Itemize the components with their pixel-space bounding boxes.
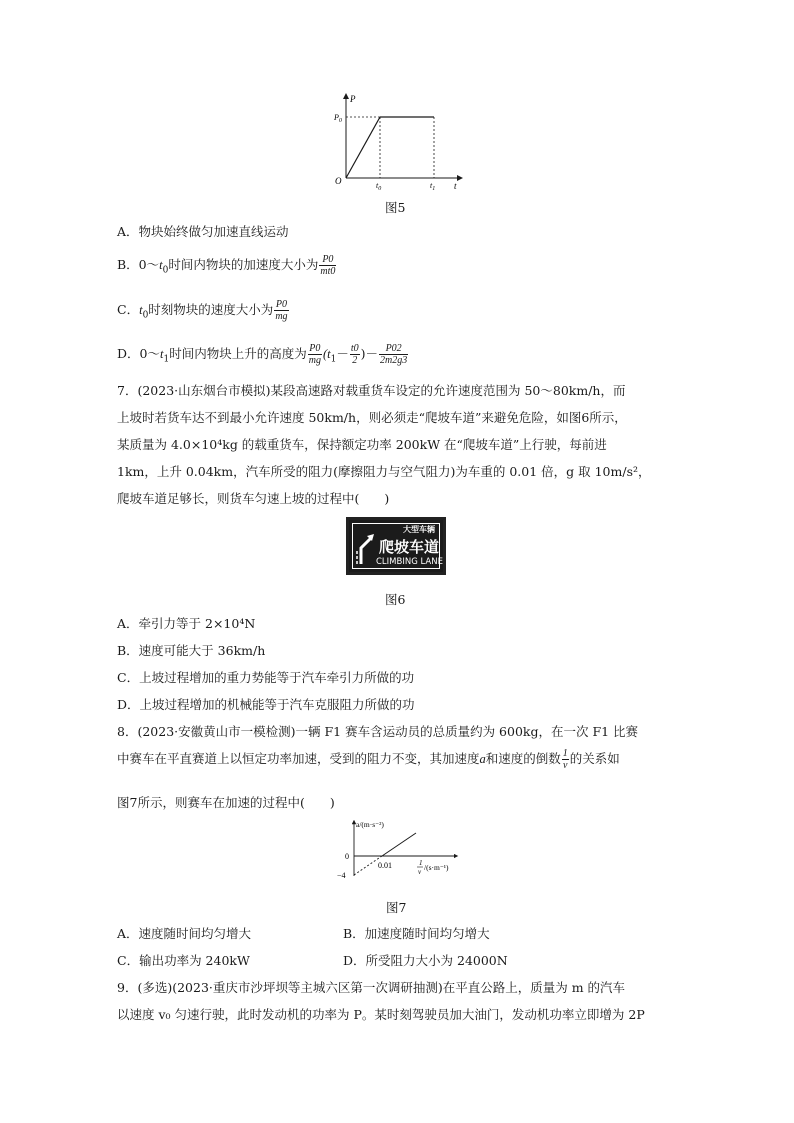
- x-den: v: [418, 868, 422, 876]
- q6-option-c: C．$t_0$时刻物块的速度大小为 $\frac{P0}{mg}$: [117, 299, 288, 322]
- q7-option-c: C．上坡过程增加的重力势能等于汽车牵引力所做的功: [117, 670, 415, 685]
- t1-label: $t_1$: [430, 181, 436, 192]
- q6-option-a: A．物块始终做匀加速直线运动: [117, 224, 289, 239]
- q8-option-b: B．加速度随时间均匀增大: [343, 926, 490, 941]
- zero-label: 0: [345, 852, 349, 861]
- tick-label: 0.01: [378, 861, 392, 870]
- q6-option-d: D．$0\sim t_1$时间内物块上升的高度为 $\frac{P0}{mg}$ ($t_1-$ $\frac{t0}{2}$ )－ $\frac{P02}{2m2g3}$: [117, 343, 408, 366]
- q7-line-2: 上坡时若货车达不到最小允许速度 50km/h，则必须走“爬坡车道”来避免危险，如图6所示，: [117, 410, 627, 425]
- q7-line-5: 爬坡车道足够长，则货车匀速上坡的过程中( ): [117, 491, 390, 506]
- q8-option-a: A．速度随时间均匀增大: [117, 926, 252, 941]
- sign-climbing-lane-cn: 爬坡车道: [379, 538, 440, 556]
- q7-line-1: 7．(2023·山东烟台市模拟)某段高速路对载重货车设定的允许速度范围为 50～80km/h，而: [117, 383, 626, 398]
- q8-line-3: 图7所示，则赛车在加速的过程中( ): [117, 795, 335, 810]
- figure-6-caption: 图6: [385, 592, 406, 607]
- figure-7-caption: 图7: [386, 900, 407, 915]
- q7-line-3: 某质量为 4.0×10⁴kg 的载重货车，保持额定功率 200kW 在“爬坡车道”上行驶，每前进: [117, 437, 607, 452]
- axis-t-label: t: [454, 181, 457, 191]
- sign-climbing-lane-en: CLIMBING LANE: [376, 557, 443, 567]
- q9-line-1: 9．(多选)(2023·重庆市沙坪坝等主城六区第一次调研抽测)在平直公路上，质量为 m 的汽车: [117, 980, 626, 995]
- climbing-lane-sign: [346, 517, 446, 575]
- p0-label: $P_0$: [334, 113, 342, 124]
- t0-label: $t_0$: [376, 181, 382, 192]
- x-num: 1: [419, 859, 423, 867]
- sign-heavy-vehicles: 大型车辆: [403, 525, 435, 534]
- q8-line-2: 中赛车在平直赛道上以恒定功率加速，受到的阻力不变，其加速度a和速度的倒数 $\frac{1}{v}$ 的关系如: [117, 748, 620, 771]
- q7-option-d: D．上坡过程增加的机械能等于汽车克服阻力所做的功: [117, 697, 415, 712]
- figure-5-graph: [330, 92, 470, 192]
- q7-option-b: B．速度可能大于 36km/h: [117, 643, 266, 658]
- q7-option-a: A．牵引力等于 2×10⁴N: [117, 616, 256, 631]
- q8-line-1: 8．(2023·安徽黄山市一模检测)一辆 F1 赛车含运动员的总质量约为 600kg，在一次 F1 比赛: [117, 724, 639, 739]
- origin-label: O: [335, 176, 342, 186]
- a-axis-label: a/(m·s⁻²): [356, 820, 384, 829]
- figure-7-graph: [334, 818, 464, 880]
- figure-5-caption: 图5: [385, 200, 406, 215]
- q6-option-b: B．$0\sim t_0$时间内物块的加速度大小为 $\frac{P0}{mt0}$: [117, 254, 336, 277]
- q9-line-2: 以速度 v₀ 匀速行驶，此时发动机的功率为 P。某时刻驾驶员加大油门，发动机功率立即增为 2P: [117, 1007, 645, 1022]
- a-line-solid: [382, 833, 416, 856]
- q7-line-4: 1km，上升 0.04km，汽车所受的阻力(摩擦阻力与空气阻力)为车重的 0.01 倍，g 取 10m/s²，: [117, 464, 651, 479]
- q8-option-c: C．输出功率为 240kW: [117, 953, 250, 968]
- power-ramp: [346, 117, 380, 178]
- axis-p-label: P: [350, 94, 356, 104]
- x-unit: /(s·m⁻¹): [424, 863, 449, 872]
- q8-option-d: D．所受阻力大小为 24000N: [343, 953, 508, 968]
- neg4-label: −4: [337, 871, 346, 880]
